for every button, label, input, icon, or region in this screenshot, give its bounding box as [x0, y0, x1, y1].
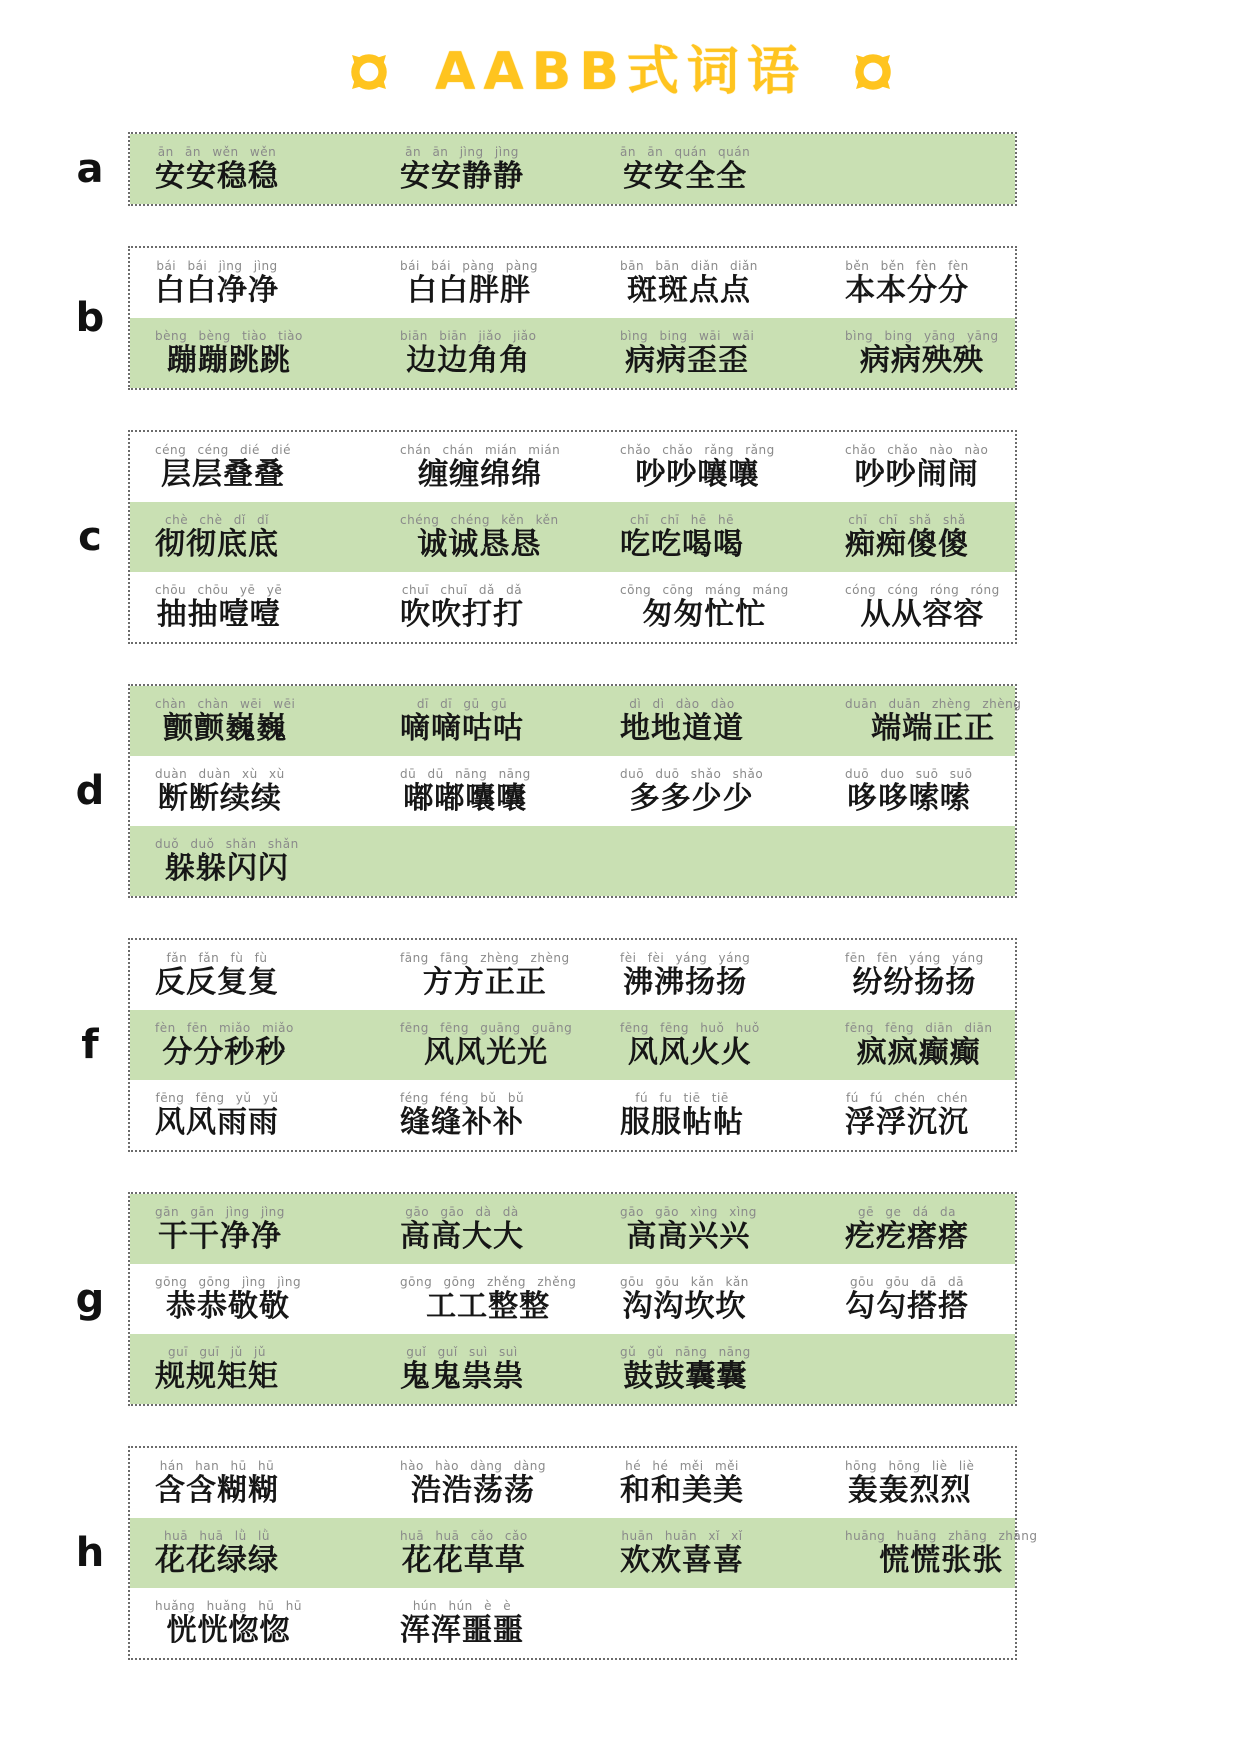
pinyin-text: ān ān quán quán: [620, 145, 751, 159]
hanzi-word: 工工整整: [426, 1290, 551, 1323]
pinyin-text: ān ān jìng jìng: [405, 145, 519, 159]
pinyin-text: fēng fēng diān diān: [845, 1021, 993, 1035]
word-item: [845, 513, 969, 561]
hanzi-word: 嘀嘀咕咕: [400, 712, 524, 745]
pinyin-text: huāng huāng zhāng zhāng: [845, 1529, 1038, 1543]
word-row: [130, 940, 1015, 1010]
pinyin-text: céng céng dié dié: [155, 443, 292, 457]
word-section-d: [75, 684, 1022, 898]
hanzi-word: 本本分分: [845, 274, 969, 307]
pinyin-text: gāo gāo dà dà: [405, 1205, 519, 1219]
hanzi-word: 颤颤巍巍: [163, 712, 288, 745]
pinyin-text: chàn chàn wēi wēi: [155, 697, 296, 711]
pinyin-text: bái bái pàng pàng: [400, 259, 538, 273]
word-item: [845, 259, 969, 307]
hanzi-word: 边边角角: [406, 344, 531, 377]
word-row: [130, 432, 1015, 502]
pinyin-text: gōng gōng jìng jìng: [155, 1275, 302, 1289]
pinyin-text: fú fu tiē tiē: [635, 1091, 729, 1105]
pinyin-text: fēng fēng guāng guāng: [400, 1021, 573, 1035]
pinyin-text: huān huān xǐ xǐ: [621, 1529, 743, 1543]
hanzi-word: 安安全全: [623, 160, 748, 193]
section-letter-label: c: [78, 514, 102, 560]
word-item: [155, 1459, 279, 1507]
word-item: [845, 1091, 969, 1139]
hanzi-word: 浩浩荡荡: [410, 1474, 535, 1507]
pinyin-text: chī chī shǎ shǎ: [848, 513, 966, 527]
word-item: [400, 767, 531, 815]
hanzi-word: 躲躲闪闪: [164, 852, 289, 885]
word-item: [155, 837, 299, 885]
pinyin-text: ān ān wěn wěn: [157, 145, 277, 159]
hanzi-word: 和和美美: [620, 1474, 744, 1507]
pinyin-text: chuī chuī dǎ dǎ: [401, 583, 523, 597]
pinyin-text: huā huā lǜ lǜ: [164, 1529, 270, 1543]
hanzi-word: 层层叠叠: [161, 458, 286, 491]
word-item: [620, 145, 750, 193]
word-item: [400, 1205, 524, 1253]
pinyin-text: bèng bèng tiào tiào: [155, 329, 303, 343]
section-letter-label: f: [81, 1022, 99, 1068]
hanzi-word: 风风光光: [424, 1036, 549, 1069]
hanzi-word: 断断续续: [157, 782, 282, 815]
word-item: [155, 513, 279, 561]
word-item: [400, 1275, 576, 1323]
word-item: [845, 951, 984, 999]
word-section-b: [75, 246, 1017, 390]
word-item: [845, 583, 1000, 631]
word-item: [400, 443, 560, 491]
word-item: [845, 443, 988, 491]
pinyin-text: duān duān zhèng zhèng: [845, 697, 1022, 711]
hanzi-word: 疯疯癫癫: [856, 1036, 981, 1069]
word-item: [155, 1021, 294, 1069]
pinyin-text: duàn duàn xù xù: [155, 767, 285, 781]
word-item: [400, 583, 524, 631]
hanzi-word: 干干净净: [157, 1220, 282, 1253]
hanzi-word: 勾勾搭搭: [845, 1290, 969, 1323]
word-item: [845, 1205, 969, 1253]
hanzi-word: 吹吹打打: [400, 598, 524, 631]
hanzi-word: 白白胖胖: [406, 274, 531, 307]
pinyin-text: hào hào dàng dàng: [400, 1459, 546, 1473]
pinyin-text: běn běn fèn fèn: [845, 259, 969, 273]
word-item: [400, 513, 559, 561]
section-letter-label: a: [76, 146, 104, 192]
word-item: [845, 767, 972, 815]
word-item: [620, 1275, 749, 1323]
word-row: [130, 248, 1015, 318]
word-item: [155, 1529, 279, 1577]
hanzi-word: 含含糊糊: [155, 1474, 279, 1507]
decorative-ring-icon: [345, 48, 393, 96]
pinyin-text: hé hé měi měi: [625, 1459, 739, 1473]
word-item: [845, 1459, 974, 1507]
section-letter-label: d: [75, 768, 105, 814]
word-item: [155, 1345, 279, 1393]
hanzi-word: 嘟嘟囔囔: [403, 782, 528, 815]
pinyin-text: guī guī jǔ jǔ: [168, 1345, 266, 1359]
word-item: [155, 1599, 302, 1647]
pinyin-text: fú fú chén chén: [846, 1091, 968, 1105]
word-item: [620, 1021, 760, 1069]
hanzi-word: 花花草草: [401, 1544, 526, 1577]
hanzi-word: 分分秒秒: [162, 1036, 287, 1069]
word-item: [155, 1091, 279, 1139]
pinyin-text: gǔ gǔ nāng nāng: [620, 1345, 751, 1359]
pinyin-text: duō duō shǎo shǎo: [620, 767, 764, 781]
section-letter-label: b: [75, 295, 105, 341]
pinyin-text: cōng cōng máng máng: [620, 583, 789, 597]
word-row: [130, 1080, 1015, 1150]
pinyin-text: dī dī gū gū: [416, 697, 508, 711]
hanzi-word: 诚诚恳恳: [417, 528, 542, 561]
pinyin-text: fǎn fǎn fù fù: [166, 951, 268, 965]
word-row: [130, 134, 1015, 204]
hanzi-word: 多多少少: [629, 782, 754, 815]
word-item: [845, 1021, 992, 1069]
section-letter-label: g: [75, 1276, 105, 1322]
pinyin-text: chī chī hē hē: [630, 513, 734, 527]
hanzi-word: 斑斑点点: [626, 274, 751, 307]
word-row: [130, 318, 1015, 388]
word-item: [155, 697, 295, 745]
pinyin-text: hán han hū hū: [159, 1459, 275, 1473]
word-item: [620, 329, 754, 377]
pinyin-text: bìng bing yāng yāng: [845, 329, 999, 343]
pinyin-text: dì dì dào dào: [629, 697, 735, 711]
word-item: [845, 329, 999, 377]
word-item: [620, 513, 744, 561]
pinyin-text: chéng chéng kěn kěn: [400, 513, 559, 527]
pinyin-text: biān biān jiǎo jiǎo: [400, 329, 537, 343]
word-item: [845, 1275, 969, 1323]
pinyin-text: cóng cóng róng róng: [845, 583, 1000, 597]
pinyin-text: bìng bing wāi wāi: [620, 329, 755, 343]
word-item: [400, 259, 538, 307]
hanzi-word: 缠缠绵绵: [418, 458, 543, 491]
pinyin-text: fāng fāng zhèng zhèng: [400, 951, 570, 965]
pinyin-text: bái bái jìng jìng: [156, 259, 278, 273]
pinyin-text: gōu gōu dā dā: [849, 1275, 964, 1289]
pinyin-text: duǒ duǒ shǎn shǎn: [155, 837, 299, 851]
word-item: [845, 1529, 1037, 1577]
word-row: [130, 1194, 1015, 1264]
hanzi-word: 沸沸扬扬: [623, 966, 748, 999]
pinyin-text: duō duo suō suō: [845, 767, 973, 781]
hanzi-word: 纷纷扬扬: [852, 966, 977, 999]
hanzi-word: 吵吵嚷嚷: [635, 458, 760, 491]
word-sections: [75, 132, 1038, 1660]
pinyin-text: gōng gōng zhěng zhěng: [400, 1275, 577, 1289]
page-header: [0, 0, 1242, 102]
word-row: [130, 572, 1015, 642]
word-item: [155, 145, 279, 193]
word-row: [130, 502, 1015, 572]
word-item: [620, 583, 789, 631]
word-row: [130, 826, 1015, 896]
word-item: [400, 1021, 572, 1069]
word-row: [130, 756, 1015, 826]
word-section-f: [81, 938, 1017, 1152]
hanzi-word: 沟沟坎坎: [622, 1290, 747, 1323]
hanzi-word: 安安稳稳: [155, 160, 279, 193]
word-item: [400, 697, 524, 745]
word-item: [155, 951, 279, 999]
pinyin-text: hōng hōng liè liè: [845, 1459, 975, 1473]
word-item: [620, 767, 763, 815]
word-item: [620, 697, 744, 745]
hanzi-word: 方方正正: [422, 966, 547, 999]
pinyin-text: gān gān jìng jìng: [155, 1205, 285, 1219]
hanzi-word: 安安静静: [400, 160, 524, 193]
pinyin-text: fèn fēn miǎo miǎo: [155, 1021, 294, 1035]
word-section-a: [76, 132, 1017, 206]
word-item: [620, 1459, 744, 1507]
hanzi-word: 匆匆忙忙: [642, 598, 767, 631]
word-section-h: [75, 1446, 1038, 1660]
word-item: [155, 583, 282, 631]
word-item: [400, 329, 537, 377]
word-item: [400, 1599, 524, 1647]
word-section-g: [75, 1192, 1017, 1406]
hanzi-word: 痴痴傻傻: [845, 528, 969, 561]
hanzi-word: 反反复复: [155, 966, 279, 999]
hanzi-word: 欢欢喜喜: [620, 1544, 744, 1577]
word-row: [130, 1334, 1015, 1404]
word-item: [620, 259, 758, 307]
hanzi-word: 从从容容: [860, 598, 985, 631]
word-row: [130, 1010, 1015, 1080]
word-row: [130, 1448, 1015, 1518]
pinyin-text: féng féng bǔ bǔ: [400, 1091, 525, 1105]
word-row: [130, 686, 1022, 756]
decorative-ring-icon: [849, 48, 897, 96]
hanzi-word: 疙疙瘩瘩: [845, 1220, 969, 1253]
pinyin-text: guǐ guǐ suì suì: [406, 1345, 518, 1359]
word-item: [620, 1091, 744, 1139]
word-item: [155, 1275, 301, 1323]
word-item: [400, 1459, 546, 1507]
pinyin-text: gāo gāo xìng xìng: [620, 1205, 757, 1219]
word-item: [155, 443, 291, 491]
hanzi-word: 地地道道: [620, 712, 744, 745]
hanzi-word: 鼓鼓囊囊: [623, 1360, 748, 1393]
pinyin-text: fēn fēn yáng yáng: [845, 951, 984, 965]
word-row: [130, 1518, 1038, 1588]
word-item: [620, 951, 750, 999]
word-item: [400, 951, 570, 999]
pinyin-text: gōu gōu kǎn kǎn: [620, 1275, 749, 1289]
pinyin-text: gē ge dá da: [858, 1205, 956, 1219]
word-item: [845, 697, 1021, 745]
hanzi-word: 抽抽噎噎: [156, 598, 281, 631]
word-item: [400, 1345, 524, 1393]
hanzi-word: 端端正正: [871, 712, 996, 745]
pinyin-text: chōu chōu yē yē: [155, 583, 283, 597]
word-item: [155, 329, 303, 377]
hanzi-word: 风风雨雨: [155, 1106, 279, 1139]
word-item: [400, 145, 524, 193]
hanzi-word: 花花绿绿: [155, 1544, 279, 1577]
word-row: [130, 1264, 1015, 1334]
word-item: [400, 1529, 528, 1577]
pinyin-text: hún hún è è: [412, 1599, 512, 1613]
word-item: [620, 1205, 757, 1253]
hanzi-word: 蹦蹦跳跳: [166, 344, 291, 377]
hanzi-word: 病病歪歪: [625, 344, 750, 377]
pinyin-text: bān bān diǎn diǎn: [620, 259, 758, 273]
word-section-c: [78, 430, 1017, 644]
pinyin-text: huǎng huǎng hū hū: [155, 1599, 302, 1613]
hanzi-word: 风风火火: [627, 1036, 752, 1069]
word-item: [620, 1529, 744, 1577]
hanzi-word: 浑浑噩噩: [400, 1614, 524, 1647]
hanzi-word: 病病殃殃: [859, 344, 984, 377]
word-item: [155, 767, 285, 815]
word-item: [620, 1345, 751, 1393]
pinyin-text: chǎo chǎo rǎng rǎng: [620, 443, 775, 457]
hanzi-word: 恍恍惚惚: [166, 1614, 291, 1647]
page-title: AABB式词语: [435, 42, 807, 102]
hanzi-word: 鬼鬼祟祟: [400, 1360, 524, 1393]
hanzi-word: 白白净净: [155, 274, 279, 307]
word-item: [155, 259, 279, 307]
hanzi-word: 彻彻底底: [155, 528, 279, 561]
pinyin-text: huā huā cǎo cǎo: [400, 1529, 528, 1543]
pinyin-text: chǎo chǎo nào nào: [845, 443, 989, 457]
pinyin-text: chán chán mián mián: [400, 443, 561, 457]
pinyin-text: dū dū nāng nāng: [400, 767, 531, 781]
hanzi-word: 规规矩矩: [155, 1360, 279, 1393]
word-item: [620, 443, 775, 491]
hanzi-word: 吃吃喝喝: [620, 528, 744, 561]
hanzi-word: 高高兴兴: [626, 1220, 751, 1253]
word-item: [400, 1091, 524, 1139]
hanzi-word: 恭恭敬敬: [166, 1290, 291, 1323]
hanzi-word: 慌慌张张: [879, 1544, 1004, 1577]
pinyin-text: fēng fēng yǔ yǔ: [155, 1091, 279, 1105]
section-letter-label: h: [75, 1530, 105, 1576]
hanzi-word: 吵吵闹闹: [854, 458, 979, 491]
word-row: [130, 1588, 1015, 1658]
word-item: [155, 1205, 285, 1253]
hanzi-word: 高高大大: [400, 1220, 524, 1253]
hanzi-word: 服服帖帖: [620, 1106, 744, 1139]
hanzi-word: 轰轰烈烈: [847, 1474, 972, 1507]
pinyin-text: fēng fēng huǒ huǒ: [620, 1021, 760, 1035]
hanzi-word: 哆哆嗦嗦: [846, 782, 971, 815]
hanzi-word: 缝缝补补: [400, 1106, 525, 1139]
pinyin-text: fèi fèi yáng yáng: [620, 951, 751, 965]
pinyin-text: chè chè dǐ dǐ: [164, 513, 270, 527]
hanzi-word: 浮浮沉沉: [845, 1106, 969, 1139]
